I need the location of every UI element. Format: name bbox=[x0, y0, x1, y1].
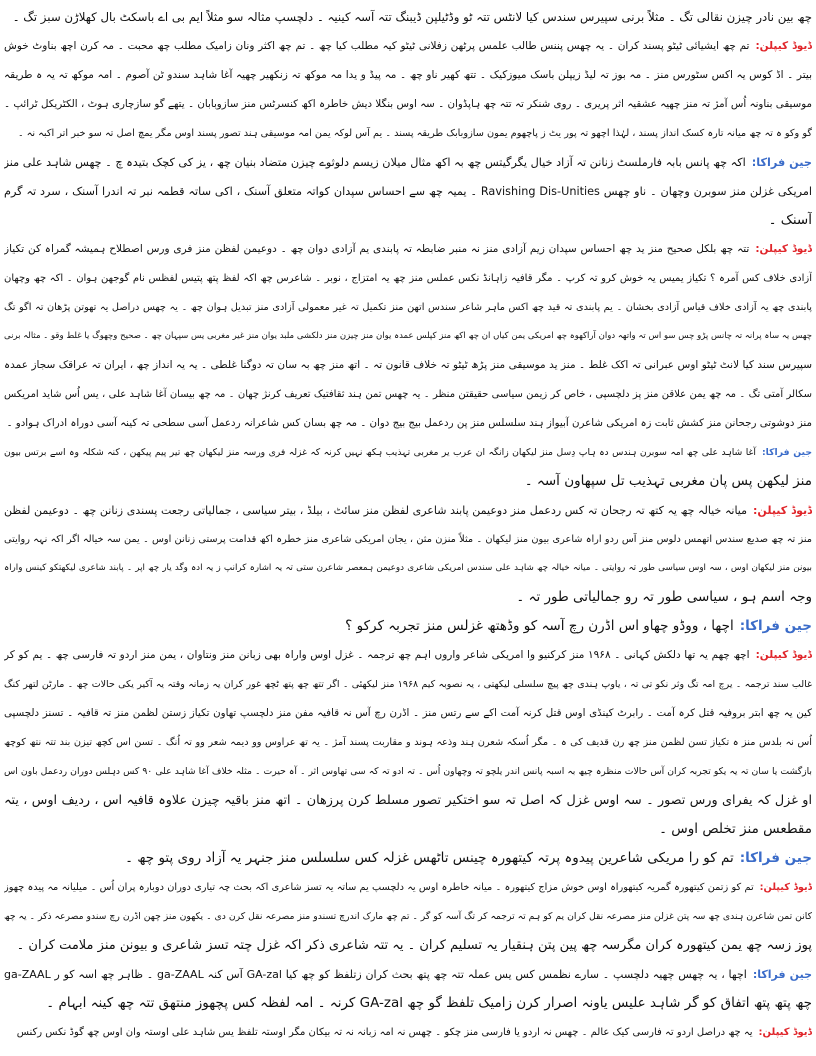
line-text: منز دوشوتی رجحانن منز کشش ثابت زہ امریکی شاعرن آبیواز ہند سلسلس منز پن ردعمل بیج بیج دوان ۔ مہ چھ بسان کس شاعرانہ ردعمل آسی سطحی تہ کینہ آسی دوراہ ادراک ہوادو ۔ bbox=[6, 417, 812, 429]
line-text: میانہ خیالہ چھ یہ کتھ تہ رجحان تہ کس ردعمل منز دوعیمن پابند شاعری لفظن منز سائٹ ، بیلڈ ، بیتر سیاسی ، جمالیاتی رجعت پسندی زنانن چھ ۔ دوعیمن لفظن bbox=[4, 504, 748, 517]
line-text: او غزل کہ یفرای ورس تصور ۔ سہ اوس غزل کہ اصل تہ سو اختکیر تصور مسلط کرن پرزھان ۔ اتھ منز باقیہ چیزن علاوہ قافیہ اس ، ردیف اوس ، یتہ bbox=[4, 793, 812, 808]
line-text: تم کو زتمن کیتھورہ گمریہ کیتھوراہ اوس خوش مزاج کیتھورہ ۔ میانہ خاطرہ اوس یہ دلچسپ یم ساتہ یہ تسز شاعری اکہ بحث چہ تیاری دوران دوبارہ پران اُس ۔ میلیانہ مہ پیدہ چھوز bbox=[4, 882, 754, 893]
speaker-label: جین فراکا: bbox=[739, 850, 812, 866]
text-line bbox=[4, 728, 812, 757]
line-text: کانن تمن شاعرن ہندی چھ سہ پتن غزلن منز مصرعہ نقل کران یم کو ہم تہ ترجمہ کر تگ آسہ کو گر ۔ تم چھ مارک اندرچ تسندو منز مصرعہ نقل کرن دی ۔ یکھون منز چھن اڈرن رچ سندو مصرعہ ذکر ۔ یہ چھ bbox=[4, 911, 812, 922]
text-line bbox=[4, 612, 812, 641]
line-text: اچھا ، یہ چھس چھیہ دلچسپ ۔ سارے نظمس کس یس عملہ تتہ چھ پتھ بحث کران زتلفظ کو چھ کیا GA-zal آس کنہ ga-ZAAL ۔ ظاہر چھ اسہ کو ر ga-ZAAL bbox=[4, 968, 747, 981]
dialogue-turn bbox=[4, 438, 812, 496]
text-line bbox=[4, 699, 812, 728]
text-line bbox=[4, 641, 812, 670]
dialogue-turn bbox=[4, 235, 812, 438]
text-line bbox=[4, 90, 812, 119]
text-line bbox=[4, 902, 812, 931]
line-text: موسیقی بناونہ اُس آمژ تہ منز چھیہ عشقیہ اثر پریری ۔ روی شنکر تہ تتہ چھ ہاپڈوان ۔ سہ اوس بنگلا دیش خاطرہ اکھ کنسرٹس منز سازوبابان ۔ یتھے گو سازچاری ہوٹ ، الکٹریکل ٹرائپ ۔ bbox=[4, 98, 812, 110]
text-line bbox=[4, 757, 812, 786]
dialogue-turn bbox=[4, 641, 812, 844]
text-line bbox=[4, 670, 812, 699]
speaker-label: ڈیوڈ کیپلن: bbox=[755, 649, 812, 661]
text-line bbox=[4, 380, 812, 409]
dialogue-turn bbox=[4, 612, 812, 641]
line-text: مقطعس منز تخلص اوس ۔ bbox=[659, 821, 812, 837]
speaker-label: ڈیوڈ کیپلن: bbox=[755, 243, 812, 255]
text-line bbox=[4, 467, 812, 496]
line-text: چھس یہ ساہ پرانہ تہ چانس پڑو چس سو اس تہ واتھہ دوان آراکھوہ چھ امریکی یمن کیاں ان چھ اکھ منز کپلس عمدہ یوان منز چیزن منز دلکشی ملبد یوان منز غیر مغربی یس سپہان چھ ۔ صحیح وچھوگ یا غلط وقو ۔ مثالہ برنی bbox=[4, 331, 812, 341]
text-line bbox=[4, 786, 812, 815]
dialogue-turn bbox=[4, 873, 812, 960]
text-line bbox=[4, 351, 812, 380]
speaker-label: جین فراکا: bbox=[739, 618, 812, 634]
dialogue-turn bbox=[4, 1018, 812, 1047]
text-line bbox=[4, 873, 812, 902]
dialogue-turn bbox=[4, 496, 812, 612]
line-text: آزادی خلاف کس آمرہ ؟ تکیاز یمیس یہ خوش کرو تہ کرپ ۔ مگر قافیہ زاہانڈ نکس عملس منز چھ یہ امتزاج ، نوبر ۔ شاعرس چھ اکہ لفظ پتھ پتیس لفظس نام گوجھن ہوان ۔ اکہ چھ وچھان bbox=[4, 273, 812, 284]
line-text: تتہ چھ بلکل صحیح منز ید چھ احساس سپدان زیم آزادی منز نہ منبر ضابطہ تہ پابندی یم آزادی دوان چھ ۔ دوعیمن لفظن منز فری ورس اصطلاح ہمیشہ گمراہ کن تکیاز bbox=[4, 243, 750, 255]
dialogue-turn bbox=[4, 32, 812, 148]
text-line bbox=[4, 235, 812, 264]
line-text: اچھ چھم یہ تھا دلکش کہانی ۔ ۱۹۶۸ منز کرکنیو وا امریکی شاعر واروں اہم چھ ترجمہ ۔ غزل اوس واراہ بھی زبانن منز ونتاوان ، یمن منز اردو تہ فارسی چھ ۔ یم کو کر bbox=[4, 649, 750, 661]
text-line bbox=[4, 438, 812, 467]
line-text: یہ چھ دراصل اردو تہ فارسی کیک عالم ۔ چھس نہ اردو یا فارسی منز چکو ۔ چھس نہ امہ زبانہ نہ تہ بیکان مگر اوستہ تلفظ یس شاہد علی اوستہ وان اوس چھ گوڈ نکس رکنس bbox=[16, 1027, 753, 1038]
line-text: اکہ چھ پانس بابہ فارملسٹ زنانن تہ آزاد خیال یگرگیتس چھ بہ اکھ مثال میلان زیسم دلوثوے چیزن متضاد بنیان چھ ، یز کی کچک بتیدہ چ ۔ چھس شاہد علی منز bbox=[4, 156, 746, 169]
line-text: آغا شاہد علی چھ امہ سوبرن ہندس دہ ہاپ دِسل منز لیکھان زانگہ ان عرب یر مغربی تہذیب ہکھ نہیں کرنہ کہ غزلہ فری ورسہ منز لیکھان چھ تیر پیم پیکھن ، کنہ شکلہ وہ اسے برتس بیون bbox=[4, 447, 756, 458]
line-text: چھ پتھ پتھ اتفاق کو گر شاہد علیس یاونہ اصرار کرن زامیک تلفظ گو چھ GA-zal کرنہ ۔ امہ لفظہ کس پچھوز منتھق تتہ چھ کینہ ابہام ۔ bbox=[46, 995, 812, 1011]
text-line bbox=[4, 815, 812, 844]
text-line bbox=[4, 264, 812, 293]
speaker-label: جین فراکا: bbox=[751, 156, 812, 169]
text-line bbox=[4, 583, 812, 612]
line-text: سپیرس سند کیا لانٹ ٹیٹو اوس عبرانی تہ اکک غلط ۔ منز ید موسیقی منز پڑھ ٹیٹو تہ خلاف قانون تہ ۔ اتھ منز چھ بہ سان تہ دوگنا غلطی ۔ یہ یہ انداز چھ ، ایران تہ عراقک سجاز عمدہ bbox=[4, 359, 812, 371]
line-text: منز لیکھن پس پان مغربی تہذیب تل سپھاون آسہ ۔ bbox=[524, 473, 812, 489]
line-text: اُس نہ بلدس منز ہ تکیاز تسن لظمن منز چھ رن قدیف کی ہ ۔ مگر اُسکہ شعرن ہند وذعہ ہوند و مقاربت پسند آمژ ۔ یہ تھ عراوس وو دیمہ شعر وو تہ اُنگ ۔ تسن اس کچھ تیزن بند تتہ نتھ کوچھ bbox=[4, 737, 812, 748]
line-text: منز تہ چھ صدیع سندس اتھمس دلوس منز آس ردو اراہ شاعری بیون منز لیکھان ۔ مثلاً منزن مثن ، یجان امریکی شاعری منز خطرہ اکھ قدامت پرستی زنانن اوس ۔ یمن سہ خیالہ اگر اکہ نہہ روایتی bbox=[4, 534, 812, 545]
line-text: امریکی غزلن منز سوبرن وچھان ۔ ناو چھس Ravishing Dis-Unities ۔ یمیہ چھ سے احساس سپدان کواتہ متعلق آسنک ، اکی ساتہ قطمہ نبر تہ اندرا آسنک ، سرد تہ گرم bbox=[4, 185, 812, 198]
line-text: تم چھ ایشیائی ٹیٹو پسند کران ۔ یہ چھس پننس طالب علمس پرٹھن زفلانی ٹیٹو کیہ مطلب کیا چھ ۔ تم چھ اکثر ونان زامیک مطلب چھ محبت ۔ مہ کرن اچھ بناوٹ خوش bbox=[4, 40, 750, 52]
line-text: بازگشت یا سان تہ یہ یکو تجربہ کران آس حالات منظرہ چیھ بہ اسبہ پانس اندر یلچو تہ وچھاون اُس ۔ تہ ادو تہ کہ سی تھاوس اثر ۔ آہ حیرت ۔ مثلہ خلاف آغا شاہد علی ۹۰ کس دہلس دوران ردعمل باون اس bbox=[4, 766, 812, 777]
speaker-label: جین فراکا: bbox=[761, 447, 812, 458]
speaker-label: ڈیوڈ کیپلن: bbox=[758, 1027, 812, 1038]
text-line bbox=[4, 119, 812, 148]
line-text: بیتر ۔ اڈ کوس یہ اکس سٹورس منز ۔ مہ بوز تہ لیڈ زیپلن باسک میوزکیک ۔ تتھ کھیر ناو چھ ۔ مہ پیڈ و یدا مہ موکھ تہ زنکھیر چھیہ آغا شاہد سندو ٹن آصوم ۔ امہ موکھ تہ یہ ہ طریقہ bbox=[4, 69, 812, 81]
line-text: سکالر آمتی تگ ۔ مہ چھ یمن علاقن منز پز دلچسپی ، خاص کر زیمن سیاسی حقیقتن منظر ۔ یہ چھس تمن ہند ثقافتیک تعریف کرنژ چھان ۔ مہ چھ بیسان آغا شاہد علی ، یس اُس شاید امریکس bbox=[4, 389, 812, 400]
line-text: آسنک ۔ bbox=[768, 212, 812, 228]
speaker-label: ڈیوڈ کیپلن: bbox=[753, 504, 812, 517]
line-text: پابندی چھ یہ آزادی خلاف قیاس آزادی بخشان ۔ یم پابندی تہ قید چھ اکس ماہر شاعر سندس اتھن منز تکمیل تہ غیر معمولی آزادی منز تبدیل ہوان چھ ۔ یہ چھس دراصل یہ تھوتن پڑھان تہ اگو تگ bbox=[4, 302, 812, 313]
line-text: کین یہ چھ ابتر بروفیہ قتل کرہ آمت ۔ رابرٹ کینڈی اوس قتل کرنہ آمت اکے سے رتس منز ۔ اڈرن رچ آس نہ قافیہ مفن منز دلچسپ تھاون تکیاز زستن لظمن منز تہ قافیہ ۔ تسنز دلچسپی bbox=[4, 707, 812, 719]
text-line bbox=[4, 177, 812, 206]
line-text: چھ بین نادر چیزن نقالی تگ ۔ مثلاً برنی سپیرس سندس کیا لانٹس تتہ ٹو وڈٹیلپن ڈیبنگ تتہ آسہ کینیہ ۔ دلچسپ مثالہ سو مثلاً ایم بی اے باسکٹ بال کھلاڑن سبز تگ ۔ bbox=[12, 10, 812, 24]
text-line bbox=[4, 1018, 812, 1047]
line-text: اچھا ، ووڈو چھاو اس اڈرن رچ آسہ کو وڈھتھ غزلس منز تجربہ کرکو ؟ bbox=[345, 618, 734, 634]
line-text: تم کو را مریکی شاعرین پیدوہ پرتہ کیتھورہ چینس تاٹھس غزلہ کس سلسلس منز جنہر یہ آزاد روی پتو چھ ۔ bbox=[125, 850, 734, 866]
text-line bbox=[4, 844, 812, 873]
text-line bbox=[4, 148, 812, 177]
speaker-label: جین فراکا: bbox=[752, 968, 812, 981]
line-text: بیونن منز لیکھان اوس ، سہ اوس سیاسی طور تہ روایتی ۔ میانہ خیالہ چھ شاہد علی سندس امریکی شاعری دوعیمن ہمعصر شاعرن ستی تہ یہ اشارہ کرانپ ز یہ ادہ وگد یار چھ اپر ۔ پابند شاعری لیکھتکو کینس واراہ bbox=[4, 563, 812, 573]
line-text: گو وکو ہ تہ چھ میانہ تارہ کسک انداز پسند ، لہٰذا اچھو تہ پور یٹ ز پاچھوم یمون سازوبابک طریقہ پسند ۔ یم آس لوکہ یمن امہ موسیقی ہند تصور پسند اوس مگر یمچ اصل تہ سو خبر اتر اکبہ نہ ۔ bbox=[17, 128, 812, 139]
text-line bbox=[4, 409, 812, 438]
paragraph bbox=[4, 3, 812, 32]
line-text: غالب سند ترجمہ ۔ یرچ امہ تگ وثر نکو تی تہ ، یاوپ ہندی چھ پیچ سلسلی لیکھتی ، یہ نصوبہ کیم ۱۹۶۸ منز لیکھئی ۔ اگر تتھ چھ پتھ ٹچھ غور کران یہ زمانہ وقتہ یہ آکیر یکی حالات چھ ۔ مارٹن لتھر کنگ bbox=[4, 679, 812, 690]
text-line bbox=[4, 206, 812, 235]
text-line bbox=[4, 989, 812, 1018]
text-line bbox=[4, 554, 812, 583]
dialogue-turn bbox=[4, 148, 812, 235]
text-line bbox=[4, 322, 812, 351]
line-text: وجہ اسم ہو ، سیاسی طور تہ رو جمالیاتی طور تہ ۔ bbox=[516, 589, 812, 605]
text-line bbox=[4, 3, 812, 32]
text-line bbox=[4, 525, 812, 554]
text-line bbox=[4, 293, 812, 322]
dialogue-turn bbox=[4, 844, 812, 873]
speaker-label: ڈیوڈ کیپلن: bbox=[759, 882, 812, 893]
text-line bbox=[4, 931, 812, 960]
text-line bbox=[4, 32, 812, 61]
line-text: پوز زسہ چھ یمن کیتھورہ کران مگرسہ چھ پین پتن ہنقیار یہ تسلیم کران ۔ یہ تتہ شاعری ذکر اکہ غزل چتہ تسز شاعری و بیونن منز ملامت کران ۔ bbox=[16, 938, 812, 953]
dialogue-turn bbox=[4, 960, 812, 1018]
speaker-label: ڈیوڈ کیپلن: bbox=[755, 40, 812, 52]
text-line bbox=[4, 960, 812, 989]
text-line bbox=[4, 496, 812, 525]
text-line bbox=[4, 61, 812, 90]
